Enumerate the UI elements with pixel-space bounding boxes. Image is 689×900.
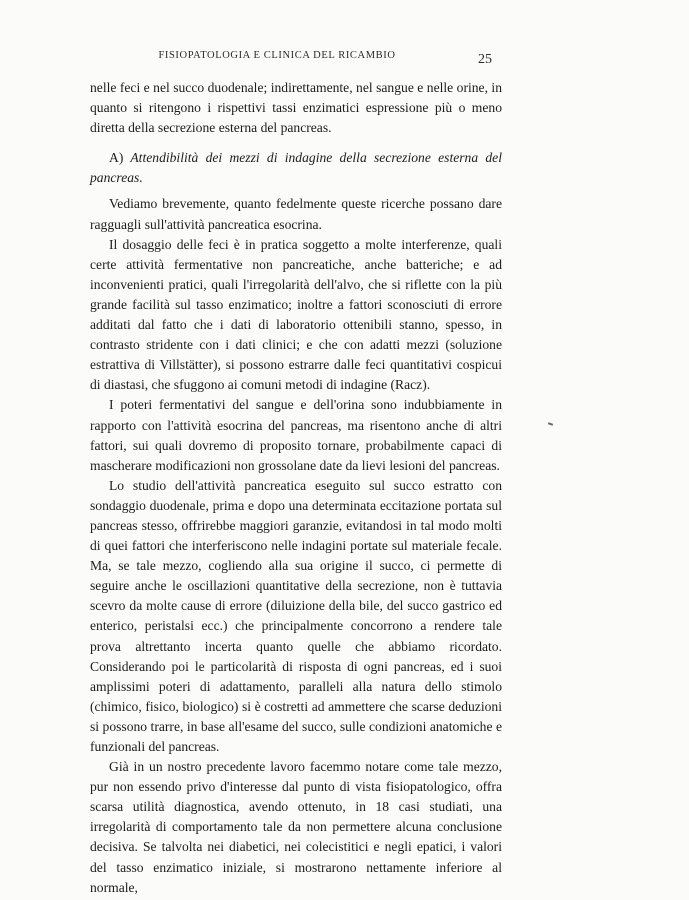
body-text <box>90 78 502 898</box>
paragraph: Il dosaggio delle feci è in pratica soggetto a molte interferenze, quali certe attività fermentative non pancreatiche, anche batteriche; e ad inconvenienti pratici, quali l'irregolarità dell'alvo, che si riflette con la più grande facilità sul tasso enzimatico; inoltre a fattori sconosciuti di errore additati dal fatto che i dati di laboratorio ottenibili stanno, spesso, in contrasto stridente con i dati clinici; e che con adatti mezzi (soluzione estrattiva di Villstätter), si possono estrarre dalle feci quantitativi cospicui di diastasi, che sfuggono ai comuni metodi di indagine (Racz). <box>90 236 502 393</box>
paragraph: I poteri fermentativi del sangue e dell'orina sono indubbiamente in rapporto con l'attività esocrina del pancreas, ma risentono anche di altri fattori, sui quali dovremo di proposito tornare, probabilmente capaci di mascherare modificazioni non grossolane date da lievi lesioni del pancreas. <box>90 397 502 473</box>
section-heading-label: A) <box>109 150 124 166</box>
paragraph: Lo studio dell'attività pancreatica eseguito sul succo estratto con sondaggio duodenale, prima e dopo una determinata eccitazione portata sul pancreas stesso, offrirebbe maggiori garanzie, evitandosi in tal modo molti di quei fattori che interferiscono nelle indagini portate sul materiale fecale. Ma, se tale mezzo, cogliendo alla sua origine il succo, ci permette di seguire anche le oscillazioni quantitative della secrezione, non è tuttavia scevro da molte cause di errore (diluizione della bile, del succo gastrico ed enterico, peristalsi ecc.) che principalmente concorrono a rendere tale prova altrettanto incerta quanto quelle che abbiamo ricordato. Considerando poi le particolarità di risposta di ogni pancreas, ed i suoi amplissimi poteri di adattamento, paralleli alla natura dello stimolo (chimico, fisico, biologico) si è costretti ad ammettere che scarse deduzioni si possono trarre, in base all'esame del succo, sulle condizioni anatomiche e funzionali del pancreas. <box>90 477 502 754</box>
paragraph: Già in un nostro precedente lavoro facemmo notare come tale mezzo, pur non essendo privo d'interesse dal punto di vista fisiopatologico, offra scarsa utilità diagnostica, avendo ottenuto, in 18 casi studiati, una irregolarità di comportamento tale da non permettere alcuna conclusione decisiva. Se talvolta nei diabetici, nei colecistitici e negli epatici, i valori del tasso enzimatico iniziale, si mostrarono nettamente inferiore al normale, <box>90 759 502 895</box>
section-heading-text: Attendibilità dei mezzi di indagine della secrezione esterna del pancreas. <box>90 150 502 186</box>
paragraph-continuation: nelle feci e nel succo duodenale; indirettamente, nel sangue e nelle orine, in quanto si ritengono i rispettivi tassi enzimatici espressione più o meno diretta della secrezione esterna del pancreas. <box>90 80 502 136</box>
page-number: 25 <box>478 52 492 67</box>
paragraph: Vediamo brevemente, quanto fedelmente queste ricerche possano dare ragguagli sull'attività pancreatica esocrina. <box>90 196 502 232</box>
running-title: FISIOPATOLOGIA E CLINICA DEL RICAMBIO <box>158 50 396 61</box>
section-heading <box>90 148 502 188</box>
scan-speck <box>548 422 553 425</box>
